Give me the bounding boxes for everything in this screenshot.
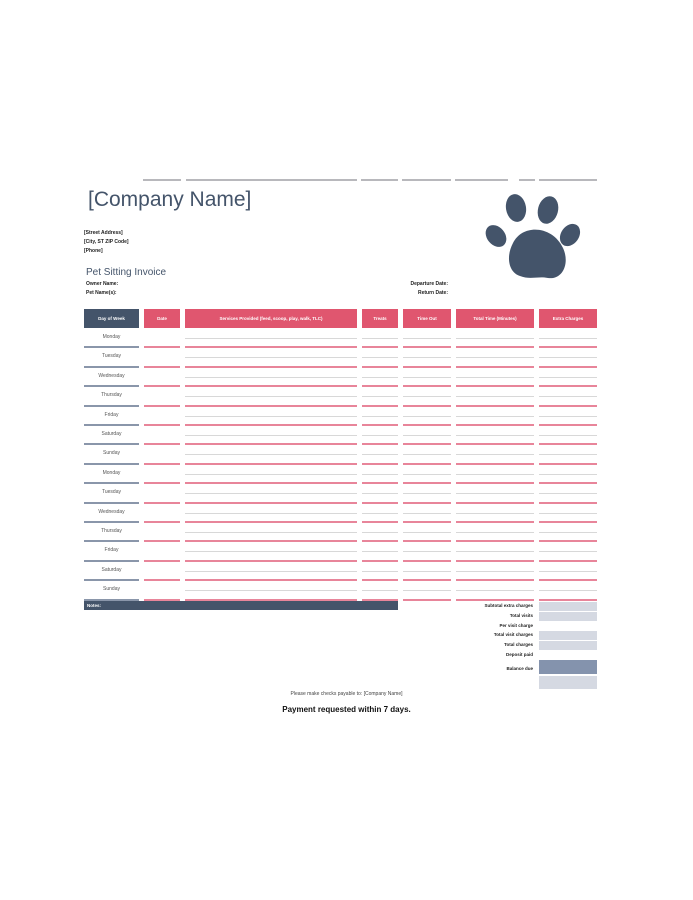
- row-divider: [403, 346, 451, 348]
- top-rule-segment: [455, 179, 508, 181]
- row-divider: [539, 540, 597, 542]
- row-divider: [456, 560, 534, 562]
- summary-label: Subtotal extra charges: [484, 603, 533, 608]
- row-divider: [84, 405, 139, 407]
- row-divider: [362, 443, 398, 445]
- street-address: [Street Address]: [84, 230, 123, 236]
- departure-date-label: Departure Date:: [410, 281, 448, 287]
- row-divider: [144, 482, 180, 484]
- row-divider: [84, 443, 139, 445]
- row-divider: [362, 405, 398, 407]
- cell-field[interactable]: [403, 377, 451, 378]
- day-label: Monday: [102, 469, 121, 476]
- day-label: Wednesday: [98, 508, 125, 515]
- cell-field[interactable]: [539, 454, 597, 455]
- row-divider: [185, 560, 357, 562]
- cell-field[interactable]: [185, 435, 357, 436]
- cell-field[interactable]: [403, 493, 451, 494]
- row-divider: [403, 405, 451, 407]
- cell-field[interactable]: [403, 571, 451, 572]
- row-divider: [539, 463, 597, 465]
- row-divider: [84, 579, 139, 581]
- row-divider: [84, 482, 139, 484]
- cell-field[interactable]: [362, 396, 398, 397]
- row-divider: [456, 443, 534, 445]
- day-label: Monday: [102, 334, 121, 340]
- row-divider: [362, 385, 398, 387]
- cell-field[interactable]: [539, 416, 597, 417]
- day-label: Friday: [104, 411, 119, 418]
- row-divider: [84, 346, 139, 348]
- row-divider: [403, 385, 451, 387]
- summary-value-field[interactable]: [539, 602, 597, 611]
- row-divider: [456, 385, 534, 387]
- row-divider: [84, 385, 139, 387]
- cell-field[interactable]: [539, 435, 597, 436]
- row-divider: [403, 579, 451, 581]
- cell-field[interactable]: [403, 474, 451, 475]
- notes-bar: Notes:: [84, 601, 398, 610]
- row-divider: [539, 579, 597, 581]
- row-divider: [403, 463, 451, 465]
- cell-field[interactable]: [362, 513, 398, 514]
- row-divider: [456, 502, 534, 504]
- cell-field[interactable]: [539, 396, 597, 397]
- summary-value-field[interactable]: [539, 660, 597, 674]
- cell-field[interactable]: [362, 416, 398, 417]
- row-divider: [185, 385, 357, 387]
- column-header-day-of-week: Day of Week: [84, 309, 139, 328]
- summary-label: Deposit paid: [505, 652, 533, 657]
- day-label: Tuesday: [102, 489, 121, 496]
- row-divider: [185, 366, 357, 368]
- cell-field[interactable]: [185, 474, 357, 475]
- day-label: Thursday: [101, 392, 122, 399]
- day-label: Sunday: [103, 450, 120, 457]
- day-label: Sunday: [103, 586, 120, 593]
- row-divider: [185, 346, 357, 348]
- row-divider: [539, 346, 597, 348]
- summary-value-field[interactable]: [539, 676, 597, 689]
- row-divider: [456, 521, 534, 523]
- row-divider: [84, 424, 139, 426]
- cell-field[interactable]: [185, 493, 357, 494]
- cell-field[interactable]: [185, 590, 357, 591]
- row-divider: [539, 599, 597, 601]
- row-divider: [456, 424, 534, 426]
- summary-label: Balance due: [506, 666, 533, 671]
- cell-field[interactable]: [185, 571, 357, 572]
- cell-field[interactable]: [456, 474, 534, 475]
- column-header-time-out: Time Out: [403, 309, 451, 328]
- row-divider: [362, 424, 398, 426]
- cell-field[interactable]: [539, 551, 597, 552]
- cell-field[interactable]: [456, 377, 534, 378]
- row-divider: [539, 521, 597, 523]
- top-rule-segment: [186, 179, 357, 181]
- row-divider: [84, 366, 139, 368]
- cell-field[interactable]: [362, 454, 398, 455]
- row-divider: [144, 424, 180, 426]
- cell-field[interactable]: [185, 513, 357, 514]
- row-divider: [403, 482, 451, 484]
- row-divider: [362, 560, 398, 562]
- row-divider: [403, 443, 451, 445]
- row-divider: [185, 579, 357, 581]
- row-divider: [539, 482, 597, 484]
- row-divider: [84, 502, 139, 504]
- row-divider: [362, 482, 398, 484]
- cell-field[interactable]: [539, 474, 597, 475]
- cell-field[interactable]: [362, 474, 398, 475]
- return-date-label: Return Date:: [417, 290, 448, 296]
- column-header-date: Date: [144, 309, 180, 328]
- payable-note: Please make checks payable to: [Company Name]: [290, 691, 403, 697]
- cell-field[interactable]: [539, 493, 597, 494]
- row-divider: [185, 424, 357, 426]
- top-rule-segment: [539, 179, 597, 181]
- row-divider: [362, 366, 398, 368]
- row-divider: [539, 366, 597, 368]
- summary-value-field[interactable]: [539, 641, 597, 650]
- cell-field[interactable]: [403, 532, 451, 533]
- cell-field[interactable]: [539, 590, 597, 591]
- row-divider: [456, 405, 534, 407]
- row-divider: [539, 405, 597, 407]
- row-divider: [362, 521, 398, 523]
- row-divider: [456, 540, 534, 542]
- top-rule-segment: [519, 179, 535, 181]
- cell-field[interactable]: [185, 416, 357, 417]
- cell-field[interactable]: [456, 532, 534, 533]
- summary-label: Total visit charges: [493, 632, 533, 637]
- cell-field[interactable]: [362, 338, 398, 339]
- cell-field[interactable]: [185, 551, 357, 552]
- cell-field[interactable]: [185, 396, 357, 397]
- cell-field[interactable]: [456, 590, 534, 591]
- row-divider: [144, 502, 180, 504]
- row-divider: [539, 560, 597, 562]
- day-label: Friday: [104, 547, 119, 554]
- row-divider: [539, 385, 597, 387]
- cell-field[interactable]: [362, 357, 398, 358]
- day-label: Saturday: [101, 431, 122, 437]
- cell-field[interactable]: [539, 357, 597, 358]
- summary-label: Total visits: [509, 613, 533, 618]
- cell-field[interactable]: [403, 435, 451, 436]
- day-label: Thursday: [101, 528, 122, 534]
- top-rule-segment: [143, 179, 181, 181]
- cell-field[interactable]: [456, 493, 534, 494]
- cell-field[interactable]: [456, 396, 534, 397]
- cell-field[interactable]: [362, 590, 398, 591]
- row-divider: [362, 502, 398, 504]
- owner-name-label: Owner Name:: [86, 281, 119, 287]
- row-divider: [144, 443, 180, 445]
- cell-field[interactable]: [185, 377, 357, 378]
- top-rule-segment: [361, 179, 398, 181]
- top-rule-segment: [402, 179, 451, 181]
- row-divider: [84, 521, 139, 523]
- cell-field[interactable]: [403, 357, 451, 358]
- paw-print-icon: [468, 188, 583, 284]
- row-divider: [403, 366, 451, 368]
- column-header-treats: Treats: [362, 309, 398, 328]
- day-label: Saturday: [101, 566, 122, 573]
- column-header-services: Services Provided (feed, scoop, play, walk, TLC): [185, 309, 357, 328]
- cell-field[interactable]: [362, 377, 398, 378]
- row-divider: [362, 540, 398, 542]
- row-divider: [456, 482, 534, 484]
- row-divider: [185, 521, 357, 523]
- row-divider: [144, 579, 180, 581]
- row-divider: [539, 443, 597, 445]
- day-label: Wednesday: [98, 372, 125, 379]
- cell-field[interactable]: [403, 416, 451, 417]
- cell-field[interactable]: [456, 416, 534, 417]
- row-divider: [403, 521, 451, 523]
- row-divider: [185, 463, 357, 465]
- cell-field[interactable]: [403, 590, 451, 591]
- summary-value-field[interactable]: [539, 612, 597, 621]
- row-divider: [456, 463, 534, 465]
- cell-field[interactable]: [456, 357, 534, 358]
- row-divider: [403, 424, 451, 426]
- row-divider: [144, 366, 180, 368]
- cell-field[interactable]: [362, 571, 398, 572]
- summary-label: Total charges: [504, 642, 533, 647]
- row-divider: [456, 346, 534, 348]
- row-divider: [144, 540, 180, 542]
- row-divider: [362, 346, 398, 348]
- cell-field[interactable]: [456, 513, 534, 514]
- cell-field[interactable]: [362, 493, 398, 494]
- cell-field[interactable]: [185, 357, 357, 358]
- cell-field[interactable]: [456, 338, 534, 339]
- cell-field[interactable]: [185, 338, 357, 339]
- cell-field[interactable]: [539, 338, 597, 339]
- row-divider: [185, 443, 357, 445]
- row-divider: [144, 463, 180, 465]
- column-header-total-time: Total Time (Minutes): [456, 309, 534, 328]
- cell-field[interactable]: [362, 551, 398, 552]
- row-divider: [362, 579, 398, 581]
- column-header-extra-charges: Extra Charges: [539, 309, 597, 328]
- row-divider: [403, 540, 451, 542]
- cell-field[interactable]: [403, 513, 451, 514]
- row-divider: [84, 463, 139, 465]
- row-divider: [144, 560, 180, 562]
- row-divider: [84, 560, 139, 562]
- row-divider: [144, 346, 180, 348]
- summary-value-field[interactable]: [539, 631, 597, 640]
- payment-terms: Payment requested within 7 days.: [282, 705, 411, 714]
- cell-field[interactable]: [539, 532, 597, 533]
- row-divider: [185, 502, 357, 504]
- cell-field[interactable]: [403, 454, 451, 455]
- row-divider: [185, 540, 357, 542]
- row-divider: [84, 540, 139, 542]
- row-divider: [403, 560, 451, 562]
- cell-field[interactable]: [539, 513, 597, 514]
- row-divider: [539, 502, 597, 504]
- day-label: Tuesday: [102, 353, 121, 360]
- row-divider: [403, 502, 451, 504]
- cell-field[interactable]: [362, 532, 398, 533]
- city-state-zip: [City, ST ZIP Code]: [84, 239, 129, 245]
- row-divider: [144, 521, 180, 523]
- row-divider: [185, 482, 357, 484]
- row-divider: [539, 424, 597, 426]
- cell-field[interactable]: [403, 396, 451, 397]
- cell-field[interactable]: [185, 454, 357, 455]
- row-divider: [144, 385, 180, 387]
- row-divider: [362, 463, 398, 465]
- cell-field[interactable]: [456, 551, 534, 552]
- cell-field[interactable]: [456, 435, 534, 436]
- company-name: [Company Name]: [88, 188, 252, 211]
- row-divider: [185, 405, 357, 407]
- row-divider: [456, 366, 534, 368]
- phone: [Phone]: [84, 248, 103, 254]
- invoice-title: Pet Sitting Invoice: [86, 267, 167, 278]
- summary-label: Per visit charge: [499, 623, 533, 628]
- cell-field[interactable]: [539, 377, 597, 378]
- cell-field[interactable]: [539, 571, 597, 572]
- row-divider: [403, 599, 451, 601]
- cell-field[interactable]: [403, 551, 451, 552]
- row-divider: [144, 405, 180, 407]
- cell-field[interactable]: [403, 338, 451, 339]
- pet-name-label: Pet Name(s):: [86, 290, 117, 296]
- cell-field[interactable]: [185, 532, 357, 533]
- row-divider: [456, 579, 534, 581]
- row-divider: [456, 599, 534, 601]
- cell-field[interactable]: [456, 571, 534, 572]
- cell-field[interactable]: [456, 454, 534, 455]
- cell-field[interactable]: [362, 435, 398, 436]
